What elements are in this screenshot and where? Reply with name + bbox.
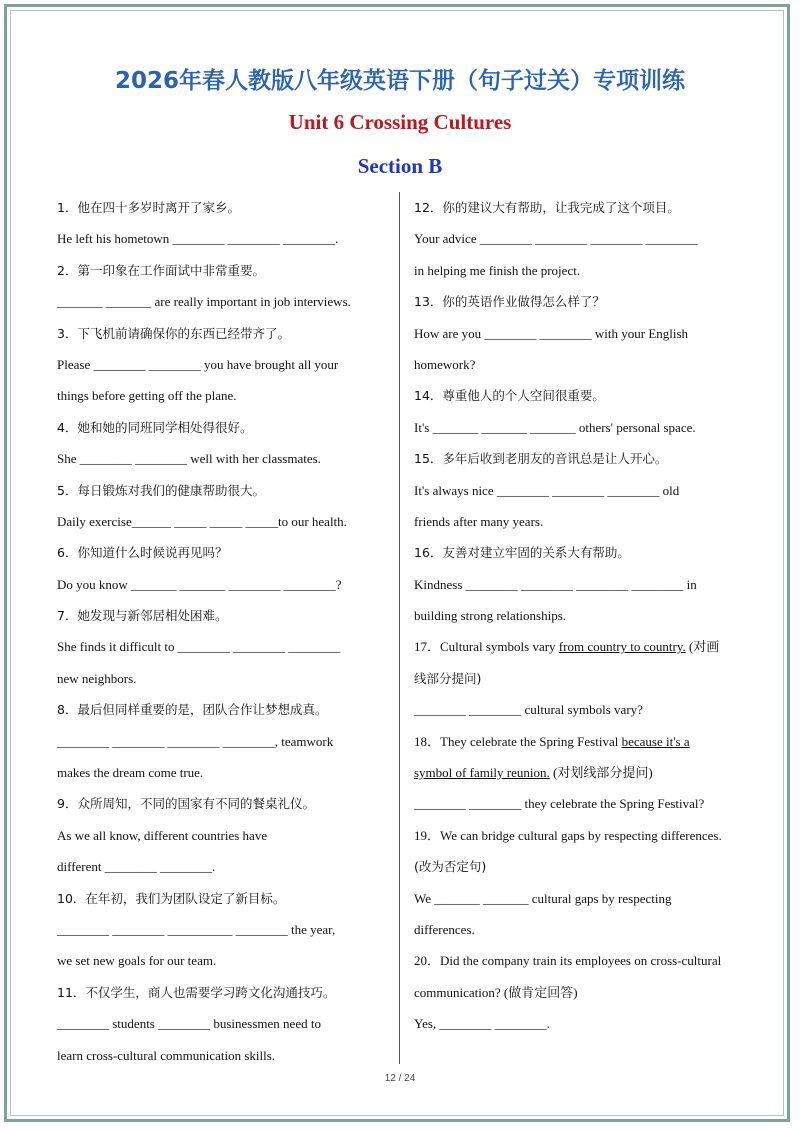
exercise-line: 3．下飞机前请确保你的东西已经带齐了。 <box>57 325 290 341</box>
exercise-line: 7．她发现与新邻居相处困难。 <box>57 608 228 624</box>
exercise-line: friends after many years. <box>414 513 544 529</box>
page-number: 12 / 24 <box>384 1073 416 1084</box>
exercise-line: makes the dream come true. <box>57 765 204 781</box>
sentence-text: 18．They celebrate the Spring Festival <box>414 733 622 749</box>
exercise-line: new neighbors. <box>57 670 137 686</box>
exercise-line: 11．不仅学生，商人也需要学习跨文化沟通技巧。 <box>57 984 336 1000</box>
exercise-line: 8．最后但同样重要的是，团队合作让梦想成真。 <box>57 702 328 718</box>
exercise-line: we set new goals for our team. <box>57 953 217 969</box>
exercise-line: ________ students ________ businessmen need to <box>57 1016 321 1032</box>
underlined-part: because it's a <box>621 733 690 749</box>
exercise-line: (改为否定句) <box>414 859 487 875</box>
exercise-line: ________ ________ they celebrate the Spring Festival? <box>414 796 705 812</box>
underlined-part: symbol of family reunion. <box>414 765 550 781</box>
exercise-line: It's always nice ________ ________ ________ old <box>414 482 680 498</box>
exercise-line: ________ ________ cultural symbols vary? <box>414 702 643 718</box>
exercise-line: It's _______ _______ _______ others' personal space. <box>414 419 696 435</box>
exercise-line: 19．We can bridge cultural gaps by respecting differences. <box>414 827 722 843</box>
exercise-line: differences. <box>414 921 475 937</box>
exercise-line: He left his hometown ________ ________ ________. <box>57 231 339 247</box>
right-column <box>414 192 749 1040</box>
exercise-line <box>414 631 749 662</box>
exercise-line <box>414 757 749 788</box>
column-divider <box>399 192 400 1064</box>
exercise-line: 16．友善对建立牢固的关系大有帮助。 <box>414 545 630 561</box>
exercise-line: learn cross-cultural communication skills. <box>57 1047 276 1063</box>
exercise-line: Do you know _______ _______ ________ ________? <box>57 576 342 592</box>
exercise-line: 线部分提问) <box>414 670 482 686</box>
exercise-line: We _______ _______ cultural gaps by respecting <box>414 890 672 906</box>
exercise-line: As we all know, different countries have <box>57 827 268 843</box>
exercise-line: Please ________ ________ you have brought all your <box>57 356 339 372</box>
exercise-line: in helping me finish the project. <box>414 262 581 278</box>
exercise-line: different ________ ________. <box>57 859 216 875</box>
exercise-line: _______ _______ are really important in job interviews. <box>57 294 351 310</box>
unit-heading: Unit 6 Crossing Cultures <box>288 110 512 134</box>
exercise-line <box>414 726 749 757</box>
underlined-part: from country to country. <box>558 639 686 655</box>
exercise-line: communication? (做肯定回答) <box>414 984 578 1000</box>
exercise-line: 9．众所周知，不同的国家有不同的餐桌礼仪。 <box>57 796 315 812</box>
exercise-line: 1．他在四十多岁时离开了家乡。 <box>57 200 240 215</box>
exercise-line: Your advice ________ ________ ________ ________ <box>414 231 698 247</box>
exercise-line: 10．在年初，我们为团队设定了新目标。 <box>57 890 286 906</box>
page-title: 2026年春人教版八年级英语下册（句子过关）专项训练 <box>114 68 685 94</box>
exercise-line: things before getting off the plane. <box>57 388 237 404</box>
section-heading: Section B <box>357 154 443 178</box>
instruction-text: (对画 <box>685 639 720 655</box>
instruction-text: (对划线部分提问) <box>549 765 653 781</box>
exercise-line: Yes, ________ ________. <box>414 1016 550 1032</box>
exercise-line: She finds it difficult to ________ ________ ________ <box>57 639 341 655</box>
exercise-line: Daily exercise______ _____ _____ _____to our health. <box>57 513 347 529</box>
exercise-line: 14．尊重他人的个人空间很重要。 <box>414 388 605 404</box>
exercise-line: She ________ ________ well with her classmates. <box>57 451 321 467</box>
exercise-line: 20．Did the company train its employees on cross-cultural <box>414 953 722 969</box>
exercise-line: Kindness ________ ________ ________ ________ in <box>414 576 697 592</box>
exercise-line: building strong relationships. <box>414 608 567 624</box>
exercise-line: 5．每日锻炼对我们的健康帮助很大。 <box>57 482 265 498</box>
exercise-line: 15．多年后收到老朋友的音讯总是让人开心。 <box>414 451 668 467</box>
exercise-line: How are you ________ ________ with your English <box>414 325 689 341</box>
sentence-text: 17．Cultural symbols vary <box>414 639 559 655</box>
exercise-line: 6．你知道什么时候说再见吗？ <box>57 545 228 561</box>
left-column <box>57 192 387 1071</box>
exercise-line: homework? <box>414 356 476 372</box>
exercise-line: 13．你的英语作业做得怎么样了？ <box>414 294 605 310</box>
exercise-line: 2．第一印象在工作面试中非常重要。 <box>57 262 265 278</box>
exercise-line: ________ ________ ________ ________, teamwork <box>57 733 334 749</box>
exercise-line: 4．她和她的同班同学相处得很好。 <box>57 419 253 435</box>
exercise-line: 12．你的建议大有帮助，让我完成了这个项目。 <box>414 200 680 215</box>
exercise-line: ________ ________ __________ ________ the year, <box>57 921 336 937</box>
